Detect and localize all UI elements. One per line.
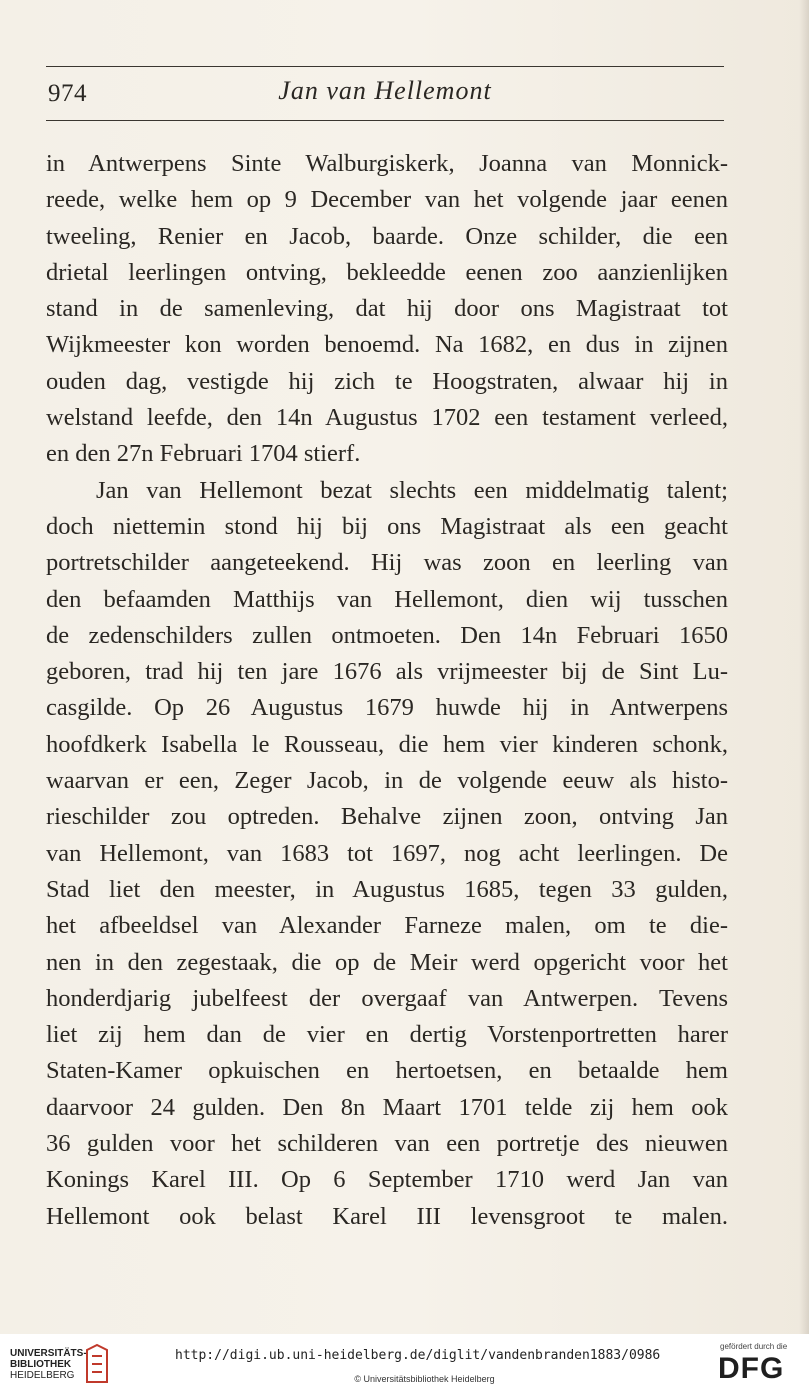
funding-note: gefördert durch die (720, 1342, 788, 1351)
text-line: portretschilder aangeteekend. Hij was zoon en leerling van (46, 549, 728, 577)
text-line: in Antwerpens Sinte Walburgiskerk, Joanna van Monnick- (46, 150, 728, 177)
body-text (46, 146, 728, 1235)
header-rule-bottom (46, 120, 724, 121)
library-logo-line2: BIBLIOTHEK (10, 1359, 72, 1370)
text-line: drietal leerlingen ontving, bekleedde eenen zoo aanzienlijken (46, 258, 728, 286)
text-line: stand in de samenleving, dat hij door ons Magistraat tot (46, 295, 728, 323)
text-line: welstand leefde, den 14n Augustus 1702 een testament verleed, (46, 404, 728, 432)
header-rule-top (46, 66, 724, 67)
text-line: Staten-Kamer opkuischen en hertoetsen, en betaalde hem (46, 1057, 728, 1085)
library-logo-line3: HEIDELBERG (10, 1370, 75, 1381)
library-logo-line1: UNIVERSITÄTS- (10, 1348, 87, 1359)
text-line: Stad liet den meester, in Augustus 1685, tegen 33 gulden, (46, 875, 728, 903)
text-line: den befaamden Matthijs van Hellemont, dien wij tusschen (46, 585, 728, 613)
text-line: Konings Karel III. Op 6 September 1710 werd Jan van (46, 1166, 728, 1194)
text-line: daarvoor 24 gulden. Den 8n Maart 1701 telde zij hem ook (46, 1093, 728, 1121)
text-line: hoofdkerk Isabella le Rousseau, die hem vier kinderen schonk, (46, 730, 728, 758)
text-line: tweeling, Renier en Jacob, baarde. Onze schilder, die een (46, 222, 728, 250)
text-line: rieschilder zou optreden. Behalve zijnen zoon, ontving Jan (46, 803, 728, 831)
running-head: Jan van Hellemont (278, 76, 492, 105)
text-line: honderdjarig jubelfeest der overgaaf van Antwerpen. Tevens (46, 984, 728, 1012)
permalink-url[interactable]: http://digi.ub.uni-heidelberg.de/diglit/vandenbranden1883/0986 (175, 1348, 661, 1363)
text-line: de zedenschilders zullen ontmoeten. Den 14n Februari 1650 (46, 621, 728, 649)
text-line: Hellemont ook belast Karel III levensgroot te malen. (46, 1202, 728, 1230)
text-line: en den 27n Februari 1704 stierf. (46, 440, 361, 468)
text-line: liet zij hem dan de vier en dertig Vorstenportretten harer (46, 1021, 728, 1049)
text-line: Jan van Hellemont bezat slechts een middelmatig talent; (96, 476, 728, 504)
text-line: van Hellemont, van 1683 tot 1697, nog acht leerlingen. De (46, 839, 728, 867)
text-line: geboren, trad hij ten jare 1676 als vrijmeester bij de Sint Lu- (46, 658, 728, 686)
text-line: nen in den zegestaak, die op de Meir werd opgericht voor het (46, 948, 728, 976)
page-number: 974 (48, 80, 87, 107)
dfg-logo[interactable]: DFG (718, 1352, 785, 1385)
text-line: waarvan er een, Zeger Jacob, in de volgende eeuw als histo- (46, 767, 728, 795)
text-line: reede, welke hem op 9 December van het volgende jaar eenen (46, 186, 728, 214)
viewer-footer (0, 1334, 809, 1394)
page-edge-shadow (799, 0, 809, 1334)
page-header (46, 74, 724, 114)
text-line: het afbeeldsel van Alexander Farneze malen, om te die- (46, 912, 728, 940)
copyright-notice: © Universitätsbibliothek Heidelberg (354, 1374, 495, 1384)
text-line: casgilde. Op 26 Augustus 1679 huwde hij in Antwerpens (46, 694, 728, 722)
text-line: doch niettemin stond hij bij ons Magistraat als een geacht (46, 512, 728, 540)
text-line: Wijkmeester kon worden benoemd. Na 1682, en dus in zijnen (46, 331, 728, 359)
text-line: ouden dag, vestigde hij zich te Hoogstraten, alwaar hij in (46, 367, 728, 395)
text-line: 36 gulden voor het schilderen van een portretje des nieuwen (46, 1130, 728, 1158)
